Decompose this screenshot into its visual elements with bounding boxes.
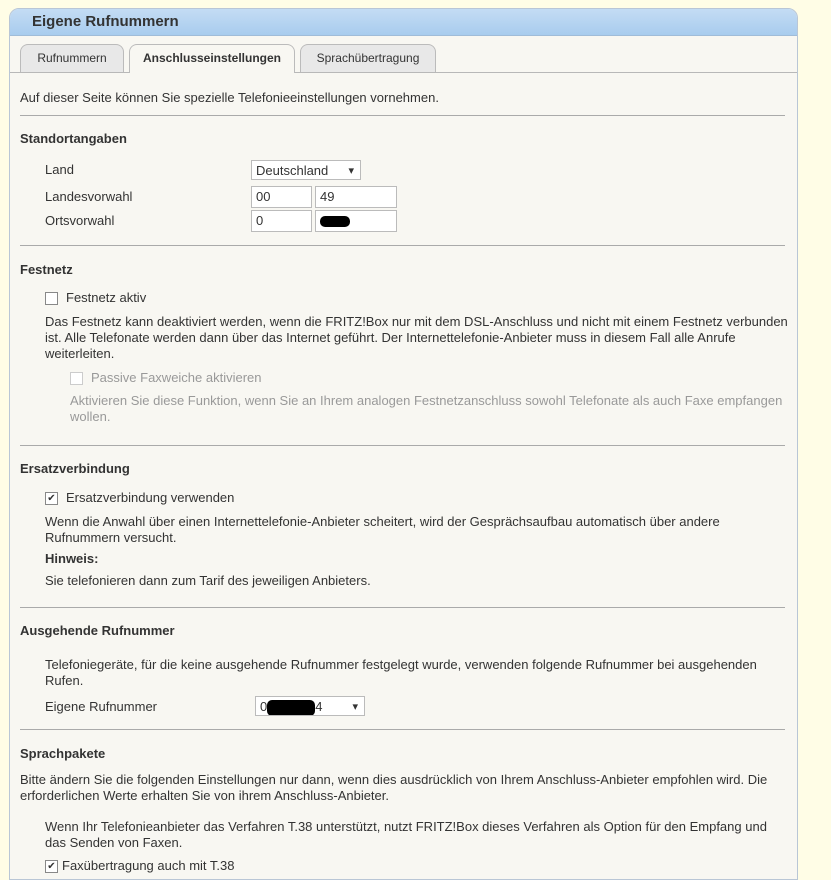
content [9, 0, 796, 874]
festnetz-heading: Festnetz [20, 262, 73, 277]
ersatz-checkbox-row[interactable] [45, 490, 790, 506]
rufnummer-start: 0 [260, 699, 268, 714]
divider [20, 729, 785, 730]
divider [20, 445, 785, 446]
sprach-desc: Bitte ändern Sie die folgenden Einstellungen nur dann, wenn dies ausdrücklich von Ihrem Anschluss-Anbieter empfohlen wird. Die erforderlichen Werte erhalten Sie von ihrem Anschluss-Anbieter. [20, 772, 768, 803]
intro-text: Auf dieser Seite können Sie spezielle Telefonieeinstellungen vornehmen. [20, 90, 439, 105]
ausgehend-heading: Ausgehende Rufnummer [20, 623, 175, 638]
faxweiche-desc: Aktivieren Sie diese Funktion, wenn Sie an Ihrem analogen Festnetzanschluss sowohl Telefonate als auch Faxe empfangen wollen. [70, 393, 783, 424]
sprach-heading: Sprachpakete [20, 746, 106, 761]
tab-anschlusseinstellungen[interactable]: Anschlusseinstellungen [129, 44, 295, 73]
ortsvorwahl-prefix-input[interactable]: 0 [251, 210, 312, 232]
ortsvorwahl-label: Ortsvorwahl [45, 213, 115, 228]
divider [20, 607, 785, 608]
land-label: Land [45, 162, 74, 177]
land-value: Deutschland [256, 163, 329, 178]
landesvorwahl-label: Landesvorwahl [45, 189, 133, 204]
ersatz-checkbox-label: Ersatzverbindung verwenden [66, 490, 235, 505]
divider [20, 115, 785, 116]
redacted-mark [320, 216, 350, 227]
standort-form [9, 157, 796, 243]
eigene-rufnummer-label: Eigene Rufnummer [45, 699, 157, 714]
standort-heading: Standortangaben [20, 131, 127, 146]
festnetz-desc: Das Festnetz kann deaktiviert werden, wenn die FRITZ!Box nur mit dem DSL-Anschluss und nicht mit einem Festnetz verbunden ist. Alle Telefonate werden dann über das Internet geführt. Der Internettelefonie-Anbieter muss in diesem Fall alle Anrufe weiterleiten. [45, 314, 788, 361]
hinweis-label: Hinweis: [45, 551, 99, 566]
t38-label: Faxübertragung auch mit T.38 [62, 858, 235, 873]
festnetz-checkbox-row[interactable] [45, 290, 790, 306]
festnetz-checkbox[interactable] [45, 292, 58, 305]
landesvorwahl-input[interactable]: 49 [315, 186, 397, 208]
faxweiche-checkbox[interactable] [70, 372, 83, 385]
tab-sprachuebertragung[interactable]: Sprachübertragung [300, 44, 436, 72]
hinweis-text: Sie telefonieren dann zum Tarif des jeweiligen Anbieters. [45, 573, 371, 588]
ersatz-desc: Wenn die Anwahl über einen Internettelefonie-Anbieter scheitert, wird der Gesprächsaufbau automatisch über andere Rufnummern versucht. [45, 514, 720, 545]
ersatz-checkbox[interactable]: ✔ [45, 492, 58, 505]
tab-rufnummern[interactable]: Rufnummern [20, 44, 124, 72]
ausgehend-form [9, 696, 796, 718]
land-select[interactable] [251, 160, 361, 180]
ersatz-heading: Ersatzverbindung [20, 461, 130, 476]
faxweiche-label: Passive Faxweiche aktivieren [91, 370, 262, 385]
eigene-rufnummer-select[interactable] [255, 696, 365, 716]
faxweiche-row[interactable] [70, 370, 786, 386]
ortsvorwahl-input[interactable] [315, 210, 397, 232]
t38-row[interactable] [45, 858, 790, 874]
landesvorwahl-prefix-input[interactable]: 00 [251, 186, 312, 208]
divider [20, 245, 785, 246]
ausgehend-desc: Telefoniegeräte, für die keine ausgehende Rufnummer festgelegt wurde, verwenden folgende Rufnummer bei ausgehenden Rufen. [45, 657, 757, 688]
redacted-mark [267, 700, 315, 716]
t38-desc: Wenn Ihr Telefonieanbieter das Verfahren T.38 unterstützt, nutzt FRITZ!Box dieses Verfahren als Option für den Empfang und das Senden von Faxen. [45, 819, 767, 850]
t38-checkbox[interactable]: ✔ [45, 860, 58, 873]
rufnummer-end: 4 [315, 699, 323, 714]
page-title: Eigene Rufnummern [10, 9, 797, 36]
festnetz-checkbox-label: Festnetz aktiv [66, 290, 147, 305]
